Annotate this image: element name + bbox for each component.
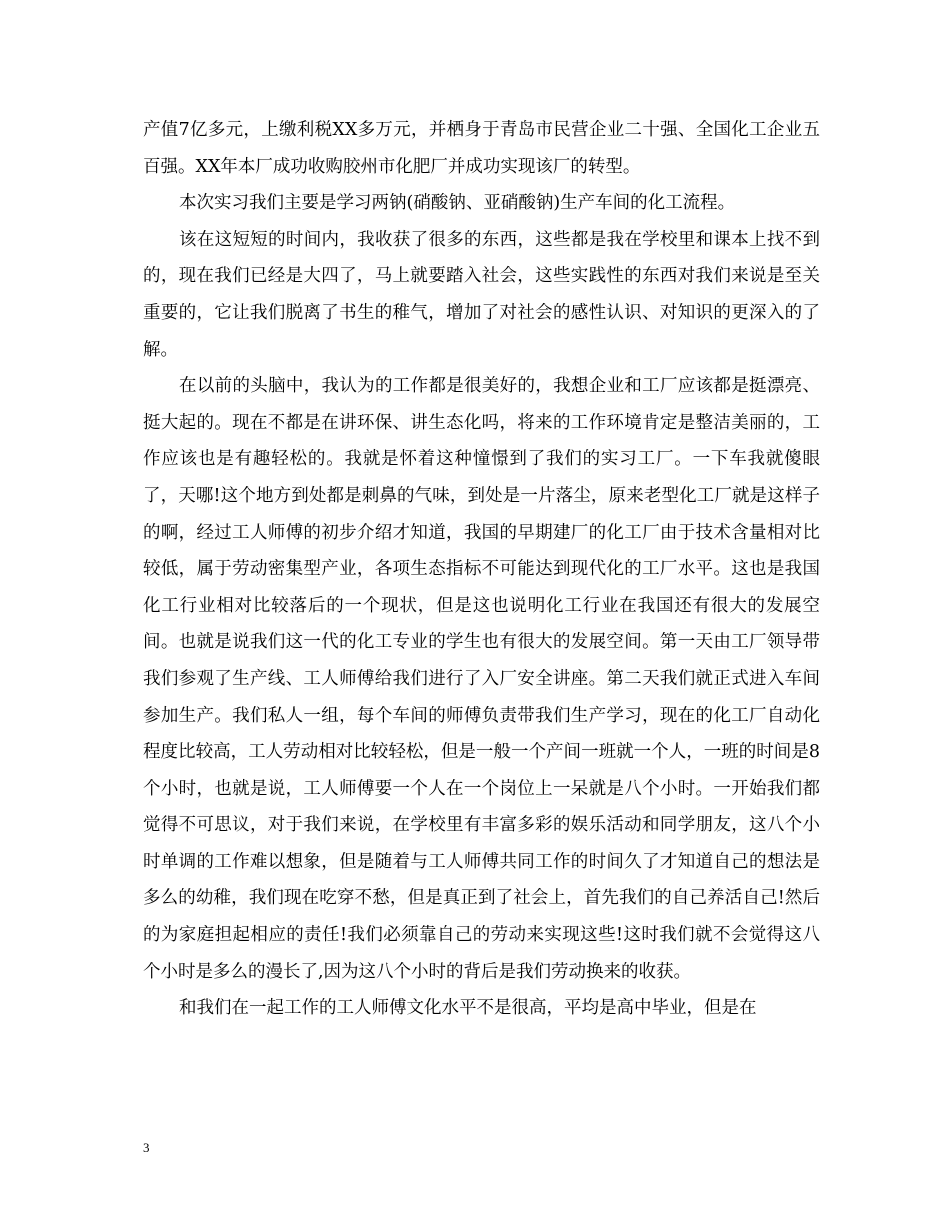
page-number: 3 xyxy=(143,1140,150,1155)
document-body xyxy=(143,112,820,1027)
paragraph-factory-experience: 在以前的头脑中，我认为的工作都是很美好的，我想企业和工厂应该都是挺漂亮、挺大起的。现在不都是在讲环保、讲生态化吗，将来的工作环境肯定是整洁美丽的，工作应该也是有趣轻松的。我就是怀着这种憧憬到了我们的实习工厂。一下车我就傻眼了，天哪!这个地方到处都是刺鼻的气味，到处是一片落尘，原来老型化工厂就是这样子的啊，经过工人师傅的初步介绍才知道，我国的早期建厂的化工厂由于技术含量相对比较低，属于劳动密集型产业，各项生态指标不可能达到现代化的工厂水平。这也是我国化工行业相对比较落后的一个现状，但是这也说明化工行业在我国还有很大的发展空间。也就是说我们这一代的化工专业的学生也有很大的发展空间。第一天由工厂领导带我们参观了生产线、工人师傅给我们进行了入厂安全讲座。第二天我们就正式进入车间参加生产。我们私人一组，每个车间的师傅负责带我们生产学习，现在的化工厂自动化程度比较高，工人劳动相对比较轻松，但是一般一个产间一班就一个人，一班的时间是8个小时，也就是说，工人师傅要一个人在一个岗位上一呆就是八个小时。一开始我们都觉得不可思议，对于我们来说，在学校里有丰富多彩的娱乐活动和同学朋友，这八个小时单调的工作难以想象，但是随着与工人师傅共同工作的时间久了才知道自己的想法是多么的幼稚，我们现在吃穿不愁，但是真正到了社会上，首先我们的自己养活自己!然后的为家庭担起相应的责任!我们必须靠自己的劳动来实现这些!这时我们就不会觉得这八个小时是多么的漫长了,因为这八个小时的背后是我们劳动换来的收获。 xyxy=(143,376,820,982)
paragraph-internship-focus: 本次实习我们主要是学习两钠(硝酸钠、亚硝酸钠)生产车间的化工流程。 xyxy=(179,193,736,214)
paragraph-gains: 该在这短短的时间内，我收获了很多的东西，这些都是我在学校里和课本上找不到的，现在我们已经是大四了，马上就要踏入社会，这些实践性的东西对我们来说是至关重要的，它让我们脱离了书生的稚气，增加了对社会的感性认识、对知识的更深入的了解。 xyxy=(143,229,820,360)
paragraph-company-output: 产值7亿多元，上缴利税XX多万元，并栖身于青岛市民营企业二十强、全国化工企业五百强。XX年本厂成功收购胶州市化肥厂并成功实现该厂的转型。 xyxy=(143,120,820,177)
paragraph-workers: 和我们在一起工作的工人师傅文化水平不是很高，平均是高中毕业，但是在 xyxy=(179,998,757,1019)
